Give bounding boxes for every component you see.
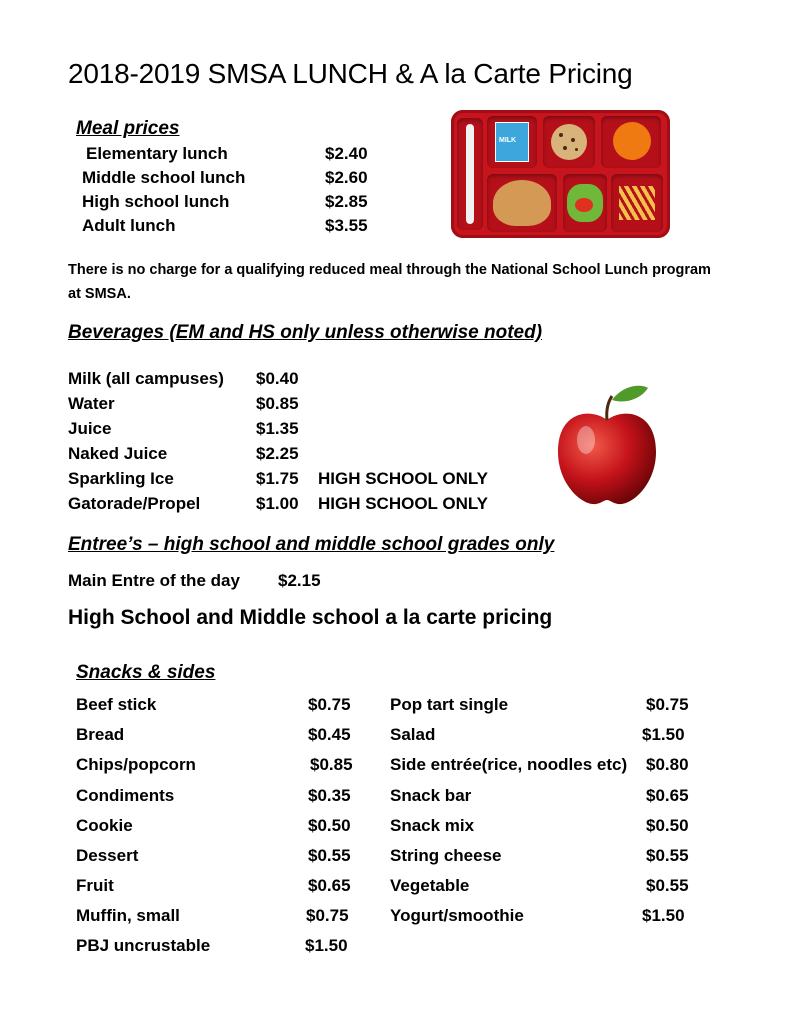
burger-cell: [487, 174, 557, 232]
snack-price: $0.75: [646, 695, 689, 714]
utensil-slot: [457, 118, 483, 230]
snack-price: $1.50: [305, 936, 348, 955]
snack-price: $0.85: [310, 755, 353, 774]
snack-label: Vegetable: [390, 876, 470, 895]
snack-label: Yogurt/smoothie: [390, 906, 524, 925]
snack-price: $0.35: [308, 786, 351, 805]
snack-price: $0.50: [646, 816, 689, 835]
beverage-label-water: Water: [68, 394, 115, 413]
napkin-utensils-icon: [466, 124, 474, 224]
beverage-note-gatorade: HIGH SCHOOL ONLY: [318, 494, 489, 513]
meal-prices-heading: Meal prices: [76, 118, 180, 139]
milk-carton-icon: [495, 122, 529, 162]
snack-label: Chips/popcorn: [76, 755, 196, 774]
beverage-price-naked-juice: $2.25: [256, 444, 299, 463]
meal-price-elementary: $2.40: [325, 144, 368, 163]
snack-price: $0.55: [646, 876, 689, 895]
snack-label: Salad: [390, 725, 436, 744]
beverage-price-water: $0.85: [256, 394, 299, 413]
snack-price: $1.50: [642, 906, 685, 925]
meal-label-middle: Middle school lunch: [82, 168, 246, 187]
fries-cell: [611, 174, 663, 232]
beverage-price-sparkling-ice: $1.75: [256, 469, 299, 488]
snack-price: $0.55: [308, 846, 351, 865]
entree-price: $2.15: [278, 571, 321, 590]
snack-label: Muffin, small: [76, 906, 180, 925]
snack-price: $0.75: [306, 906, 349, 925]
snack-price: $0.45: [308, 725, 351, 744]
milk-cell: [487, 116, 537, 168]
beverage-price-milk: $0.40: [256, 369, 299, 388]
beverage-label-milk: Milk (all campuses): [68, 369, 224, 388]
snack-label: Fruit: [76, 876, 114, 895]
orange-icon: [613, 122, 651, 160]
beverage-label-naked-juice: Naked Juice: [68, 444, 168, 463]
cookie-cell: [543, 116, 595, 168]
orange-cell: [601, 116, 661, 168]
snack-label: Cookie: [76, 816, 133, 835]
snack-label: Dessert: [76, 846, 139, 865]
apple-image: [552, 380, 662, 510]
snack-label: Snack bar: [390, 786, 472, 805]
snack-price: $0.50: [308, 816, 351, 835]
beverage-label-gatorade: Gatorade/Propel: [68, 494, 201, 513]
beverage-label-sparkling-ice: Sparkling Ice: [68, 469, 174, 488]
fries-icon: [619, 186, 655, 220]
snack-label: PBJ uncrustable: [76, 936, 211, 955]
milk-carton-label: MILK: [499, 137, 517, 144]
cookie-icon: [551, 124, 587, 160]
meal-label-adult: Adult lunch: [82, 216, 176, 235]
snack-price: $1.50: [642, 725, 685, 744]
lunch-tray-image: [451, 110, 670, 238]
beverage-label-juice: Juice: [68, 419, 112, 438]
snack-label: Snack mix: [390, 816, 475, 835]
meal-label-elementary: Elementary lunch: [86, 144, 228, 163]
snack-price: $0.75: [308, 695, 351, 714]
snack-label: Pop tart single: [390, 695, 509, 714]
snack-label: Side entrée(rice, noodles etc): [390, 755, 628, 774]
salad-icon: [567, 184, 603, 222]
beverage-note-sparkling-ice: HIGH SCHOOL ONLY: [318, 469, 489, 488]
meal-price-adult: $3.55: [325, 216, 368, 235]
salad-cell: [563, 174, 607, 232]
beverage-price-gatorade: $1.00: [256, 494, 299, 513]
entrees-heading: Entree’s – high school and middle school grades only: [68, 534, 555, 555]
snack-price: $0.65: [308, 876, 351, 895]
apple-icon: [552, 380, 662, 510]
beverages-heading: Beverages (EM and HS only unless otherwise noted): [68, 322, 543, 343]
snack-label: Beef stick: [76, 695, 157, 714]
ala-carte-heading: High School and Middle school a la carte pricing: [68, 606, 553, 629]
meal-label-high: High school lunch: [82, 192, 230, 211]
snack-label: Condiments: [76, 786, 175, 805]
reduced-meal-note: There is no charge for a qualifying reduced meal through the National School Lunch program at SMSA.: [68, 262, 711, 302]
meal-price-middle: $2.60: [325, 168, 368, 187]
snacks-heading: Snacks & sides: [76, 662, 216, 683]
snack-label: String cheese: [390, 846, 502, 865]
beverage-price-juice: $1.35: [256, 419, 299, 438]
entree-label: Main Entre of the day: [68, 571, 240, 590]
meal-price-high: $2.85: [325, 192, 368, 211]
snack-price: $0.80: [646, 755, 689, 774]
page-title: 2018-2019 SMSA LUNCH & A la Carte Pricing: [68, 58, 633, 89]
snack-price: $0.65: [646, 786, 689, 805]
snack-price: $0.55: [646, 846, 689, 865]
snack-label: Bread: [76, 725, 125, 744]
burger-icon: [493, 180, 551, 226]
